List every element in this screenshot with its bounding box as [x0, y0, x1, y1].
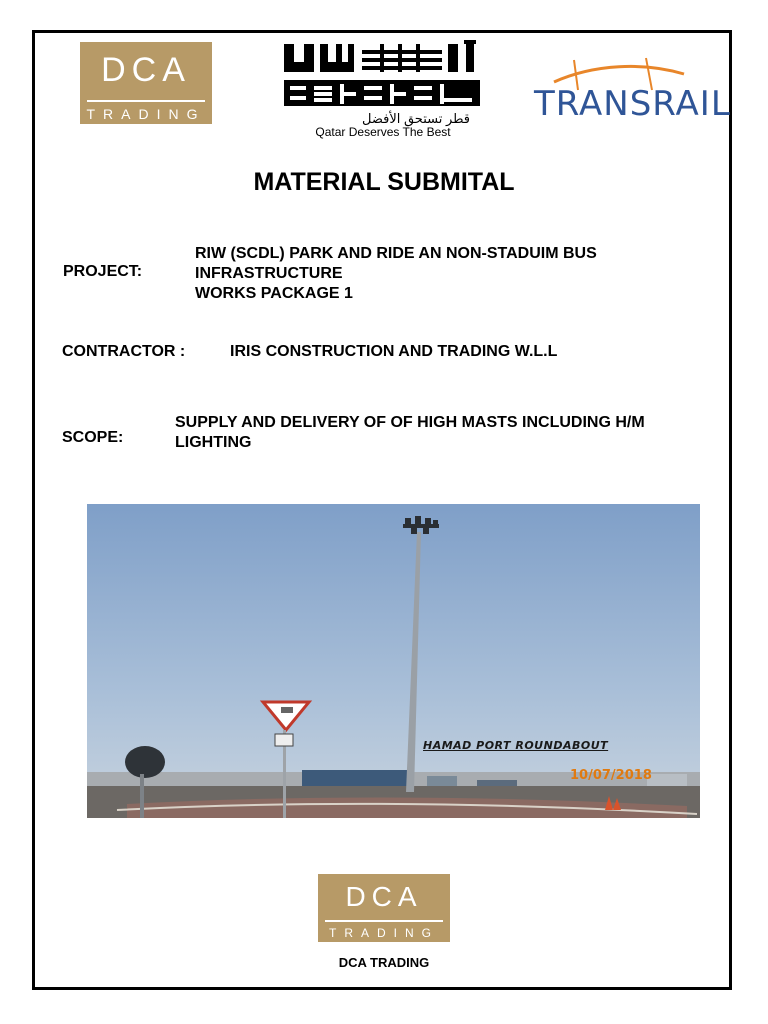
- project-value: [195, 244, 597, 304]
- ashghal-arabic-tagline: قطر تستحق الأفضل: [361, 111, 470, 126]
- dca-logo-subtitle: TRADING: [86, 106, 206, 122]
- dca-logo-subtitle: TRADING: [329, 926, 439, 940]
- scope-label: SCOPE:: [62, 429, 124, 446]
- transrail-wordmark: TRANSRAIL: [534, 84, 731, 124]
- ashghal-logo: [280, 40, 486, 140]
- footer-company-name: DCA TRADING: [338, 955, 430, 970]
- scope-line: SUPPLY AND DELIVERY OF OF HIGH MASTS INCLUDING H/M: [175, 414, 645, 431]
- transrail-logo: [534, 52, 731, 127]
- dca-trading-logo: [80, 42, 212, 124]
- document-title: MATERIAL SUBMITAL: [253, 168, 515, 196]
- ashghal-logo-mark: [280, 40, 486, 112]
- dca-logo-divider: [325, 920, 443, 922]
- dca-logo-word: DCA: [345, 881, 423, 912]
- dca-logo-divider: [87, 100, 205, 102]
- ashghal-tagline: Qatar Deserves The Best: [315, 125, 451, 139]
- dca-trading-logo-footer: [318, 874, 450, 942]
- photo-date-stamp: 10/07/2018: [570, 768, 652, 783]
- contractor-label: CONTRACTOR :: [62, 343, 186, 360]
- project-line: INFRASTRUCTURE: [195, 265, 343, 282]
- photo-location-caption: HAMAD PORT ROUNDABOUT: [423, 739, 609, 752]
- project-label: PROJECT:: [63, 263, 143, 280]
- scope-line: LIGHTING: [175, 434, 252, 451]
- contractor-value: IRIS CONSTRUCTION AND TRADING W.L.L: [230, 343, 558, 360]
- scope-value: [175, 413, 645, 453]
- project-line: RIW (SCDL) PARK AND RIDE AN NON-STADUIM BUS: [195, 245, 597, 262]
- site-photo: [87, 504, 700, 818]
- project-line: WORKS PACKAGE 1: [195, 285, 353, 302]
- dca-logo-word: DCA: [101, 51, 191, 89]
